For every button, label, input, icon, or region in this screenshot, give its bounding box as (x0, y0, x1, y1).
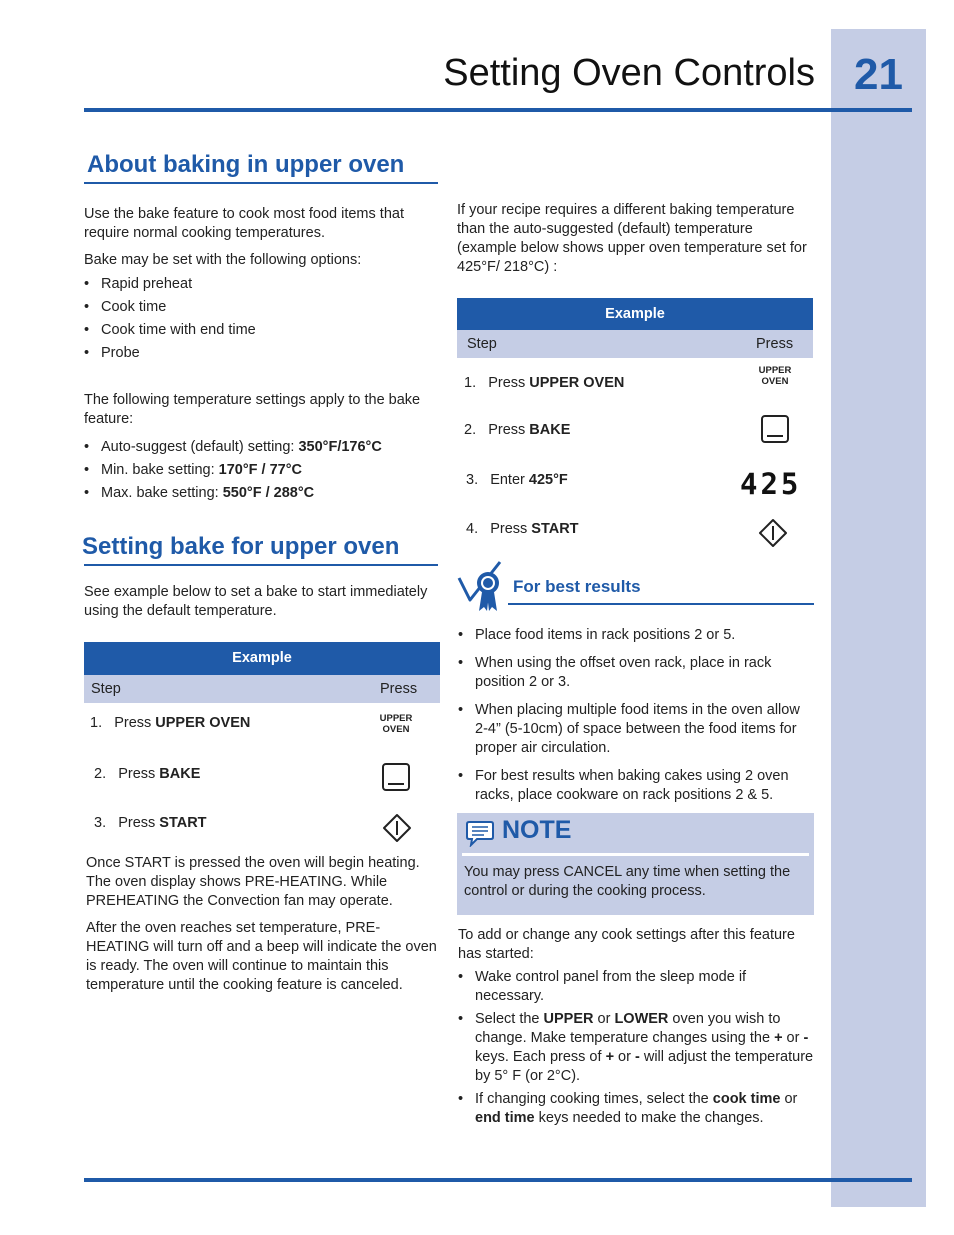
page-sidebar (831, 29, 926, 1207)
top-rule (84, 108, 912, 112)
list-item: • Place food items in rack positions 2 or 5. (458, 626, 814, 645)
list-item: • When using the offset oven rack, place in rack position 2 or 3. (458, 654, 814, 692)
after-temp-paragraph: After the oven reaches set temperature, PRE-HEATING will turn off and a beep will indicate the oven is ready. The oven will continue to maintain this temperature until the cooking feature is canceled. (86, 920, 437, 993)
list-item: • Cook time (84, 298, 439, 317)
list-item: • Probe (84, 344, 439, 363)
press-column-label: Press (380, 681, 418, 697)
table-row: 2. Press BAKE (464, 422, 571, 438)
step-column-label: Step (467, 336, 497, 352)
temp-intro: The following temperature settings apply to the bake feature: (84, 392, 421, 427)
upper-oven-key[interactable]: UPPER OVEN (758, 365, 792, 387)
best-results-heading: For best results (513, 577, 641, 596)
change-intro: To add or change any cook settings after this feature has started: (458, 927, 795, 962)
page-number: 21 (854, 50, 903, 99)
list-item: • For best results when baking cakes using 2 oven racks, place cookware on rack positions 2 & 5. (458, 767, 814, 805)
upper-oven-key[interactable]: UPPER OVEN (379, 713, 413, 735)
note-divider (462, 853, 809, 856)
list-item: • Select the UPPER or LOWER oven you wish to change. Make temperature changes using the + or - keys. Each press of + or - will adjust the temperature by 5° F (or 2°C). (458, 1010, 814, 1086)
setting-heading: Setting bake for upper oven (82, 533, 400, 560)
list-item: • Cook time with end time (84, 321, 439, 340)
page-title: Setting Oven Controls (443, 52, 815, 94)
oven-display-readout: 425 (740, 467, 802, 501)
options-list (84, 275, 439, 363)
temp-settings-list (84, 438, 439, 503)
bake-key-icon[interactable] (381, 762, 411, 792)
about-paragraph: Use the bake feature to cook most food items that require normal cooking temperatures. (84, 206, 404, 241)
bottom-rule (84, 1178, 912, 1182)
example-table-header: Example (457, 298, 813, 330)
setting-heading-rule (84, 564, 438, 566)
bake-key-icon[interactable] (760, 414, 790, 444)
best-results-list (458, 626, 814, 805)
example-table-header: Example (84, 642, 440, 675)
list-item: • Min. bake setting: 170°F / 77°C (84, 461, 439, 480)
list-item: • Rapid preheat (84, 275, 439, 294)
table-row: 1. Press UPPER OVEN (90, 715, 251, 731)
press-column-label: Press (756, 336, 794, 352)
table-row: 2. Press BAKE (94, 766, 201, 782)
example-table-subheader (84, 675, 440, 703)
list-item: • Max. bake setting: 550°F / 288°C (84, 484, 439, 503)
change-list (458, 968, 814, 1128)
setting-paragraph: See example below to set a bake to start immediately using the default temperature. (84, 584, 428, 619)
table-row: 3. Press START (94, 815, 207, 831)
options-intro: Bake may be set with the following options: (84, 252, 362, 268)
example-table-subheader (457, 330, 813, 358)
start-key-icon[interactable] (758, 518, 788, 548)
right-intro: If your recipe requires a different baking temperature than the auto-suggested (default) temperature (example below shows upper oven temperature set for 425°F/ 218°C) : (457, 202, 807, 275)
speech-bubble-icon (465, 819, 495, 847)
table-row: 1. Press UPPER OVEN (464, 375, 625, 391)
table-row: 4. Press START (466, 521, 579, 537)
list-item: • When placing multiple food items in the oven allow 2-4” (5-10cm) of space between the food items for proper air circulation. (458, 701, 814, 758)
start-key-icon[interactable] (382, 813, 412, 843)
note-text: You may press CANCEL any time when setting the control or during the cooking process. (464, 864, 791, 899)
step-column-label: Step (91, 681, 121, 697)
after-start-paragraph: Once START is pressed the oven will begin heating. The oven display shows PRE-HEATING. While PREHEATING the Convection fan may operate. (86, 855, 420, 909)
award-ribbon-icon (456, 558, 506, 614)
about-heading: About baking in upper oven (87, 151, 405, 178)
about-heading-rule (84, 182, 438, 184)
list-item: • Auto-suggest (default) setting: 350°F/176°C (84, 438, 439, 457)
best-results-rule (508, 603, 814, 605)
table-row: 3. Enter 425°F (466, 472, 568, 488)
list-item: • If changing cooking times, select the cook time or end time keys needed to make the changes. (458, 1090, 814, 1128)
note-title: NOTE (502, 816, 572, 844)
list-item: • Wake control panel from the sleep mode if necessary. (458, 968, 814, 1006)
